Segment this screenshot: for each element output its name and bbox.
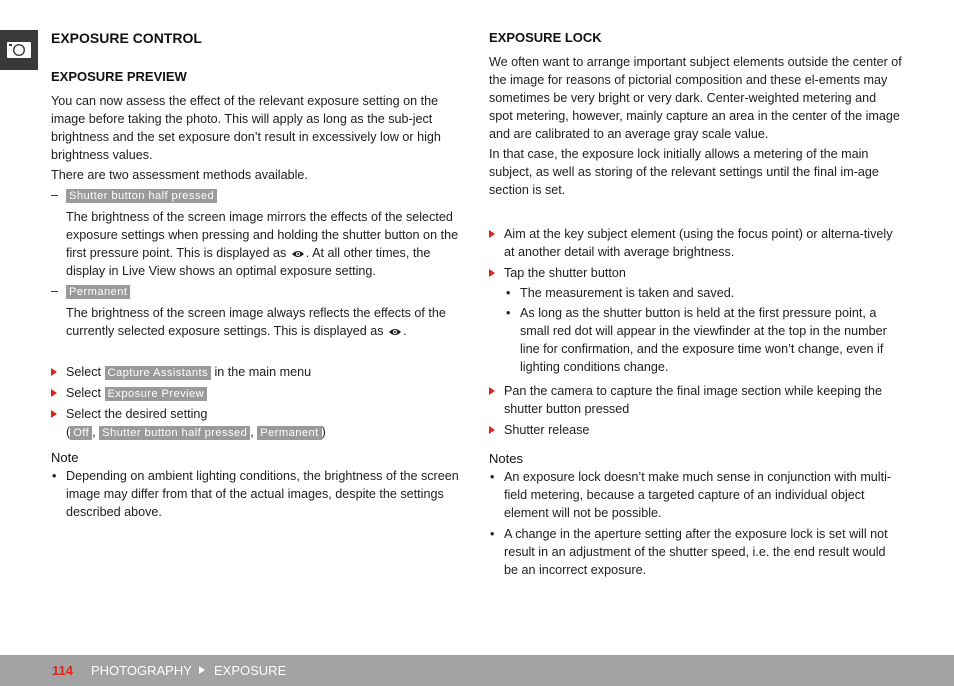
method-item-permanent: [51, 282, 464, 300]
bullet-marker: •: [490, 527, 495, 541]
page-number: 114: [52, 663, 73, 678]
note-text: Depending on ambient lighting conditions, the brightness of the screen image may differ from that of the actual images, despite the settings described above.: [66, 469, 459, 519]
step-shutter-release: [489, 421, 902, 439]
right-column: [489, 29, 902, 579]
tag-permanent: Permanent: [66, 285, 130, 299]
step-text: in the main menu: [214, 365, 312, 379]
step-text: Select the desired setting: [66, 407, 208, 421]
eye-icon: [291, 249, 305, 259]
intro-paragraph: You can now assess the effect of the relevant exposure setting on the image before taking the photo. This will apply as long as the sub-ject brightness and the set exposure don’t result in excessively low or high brightness values.: [51, 94, 441, 162]
methods-intro: There are two assessment methods available.: [51, 168, 308, 182]
step-select-setting: [51, 405, 464, 441]
exposure-lock-paragraph-2: In that case, the exposure lock initially allows a metering of the main subject, as well as storing of the relevant settings until the final im-age section is set.: [489, 147, 879, 197]
method2-description: [51, 304, 464, 340]
eye-icon: [388, 327, 402, 337]
step-select-capture-assistants: [51, 363, 464, 381]
left-column: [51, 29, 464, 521]
step-text: Tap the shutter button: [504, 266, 626, 280]
notes-title: Notes: [489, 451, 523, 466]
paren-open: (: [66, 425, 71, 439]
tag-shutter-half-pressed: Shutter button half pressed: [66, 189, 217, 203]
step-text: Select: [66, 386, 102, 400]
step-arrow-icon: [51, 368, 57, 376]
step-arrow-icon: [489, 269, 495, 277]
note-item-aperture: [489, 525, 902, 579]
sub-bullet-text: As long as the shutter button is held at the first pressure point, a small red dot will appear in the viewfinder at the top in the number line for confirmation, and the exposure time won’t change, even if lighting conditions change.: [520, 306, 887, 374]
method1-desc-after: . At all other times, the display in Live View shows an optimal exposure setting.: [66, 246, 431, 278]
breadcrumb-photography: PHOTOGRAPHY: [91, 663, 192, 678]
sub-bullet-red-dot: [489, 304, 902, 376]
page-footer: [0, 655, 954, 686]
step-pan-camera: [489, 382, 902, 418]
bullet-marker: •: [490, 470, 495, 484]
step-text: Aim at the key subject element (using the focus point) or alterna-tively at another detail with average brightness.: [504, 227, 893, 259]
step-text: Select: [66, 365, 102, 379]
step-text: Shutter release: [504, 423, 590, 437]
method2-desc-text: The brightness of the screen image always reflects the effects of the currently selected exposure settings. This is displayed as: [66, 306, 446, 338]
sub-bullet-text: The measurement is taken and saved.: [520, 286, 735, 300]
step-arrow-icon: [489, 230, 495, 238]
sub-bullet-measurement: [489, 284, 902, 302]
note-text: A change in the aperture setting after the exposure lock is set will not result in an adjustment of the shutter speed, i.e. the end result would be an incorrect exposure.: [504, 527, 888, 577]
note-item: [51, 467, 464, 521]
note-item-multifield: [489, 468, 902, 522]
option-tag-half-pressed: Shutter button half pressed: [99, 426, 250, 440]
method2-desc-after: .: [403, 324, 407, 338]
chapter-tab: [0, 30, 38, 70]
comma: ,: [92, 425, 96, 439]
dash-marker: –: [51, 188, 59, 202]
step-arrow-icon: [489, 387, 495, 395]
step-text: Pan the camera to capture the final image section while keeping the shutter button pressed: [504, 384, 883, 416]
option-tag-permanent: Permanent: [257, 426, 321, 440]
step-aim: [489, 225, 902, 261]
note-text: An exposure lock doesn’t make much sense in conjunction with multi-field metering, because a targeted capture of an individual object element will not be possible.: [504, 470, 892, 520]
paren-close: ): [321, 425, 326, 439]
bullet-marker: •: [506, 306, 511, 320]
step-arrow-icon: [489, 426, 495, 434]
note-title: Note: [51, 450, 79, 465]
breadcrumb-exposure: EXPOSURE: [214, 663, 287, 678]
step-tap-shutter: [489, 264, 902, 282]
breadcrumb-separator-icon: [199, 666, 205, 674]
step-arrow-icon: [51, 389, 57, 397]
method1-desc-text: The brightness of the screen image mirrors the effects of the selected exposure settings when pressing and holding the shutter button on the first pressure point. This is displayed as: [66, 210, 459, 260]
step-select-exposure-preview: [51, 384, 464, 402]
comma: ,: [250, 425, 254, 439]
section-title-exposure-preview: EXPOSURE PREVIEW: [51, 69, 187, 84]
menu-tag-capture-assistants: Capture Assistants: [105, 366, 211, 380]
exposure-lock-paragraph-1: We often want to arrange important subject elements outside the center of the image for reasons of pictorial composition and these el-ements may sometimes be very bright or very dark. Center-weighted metering and spot metering, however, mainly capture an area in the center of the image and are calibrated to an average gray scale value.: [489, 55, 902, 141]
option-tag-off: Off: [70, 426, 92, 440]
page-title: EXPOSURE CONTROL: [51, 30, 202, 46]
method-item-half-pressed: [51, 186, 464, 204]
method1-description: [51, 208, 464, 280]
dash-marker: –: [51, 284, 59, 298]
section-title-exposure-lock: EXPOSURE LOCK: [489, 30, 602, 45]
menu-tag-exposure-preview: Exposure Preview: [105, 387, 208, 401]
bullet-marker: •: [52, 469, 57, 483]
bullet-marker: •: [506, 286, 511, 300]
camera-icon: [6, 40, 32, 60]
step-arrow-icon: [51, 410, 57, 418]
